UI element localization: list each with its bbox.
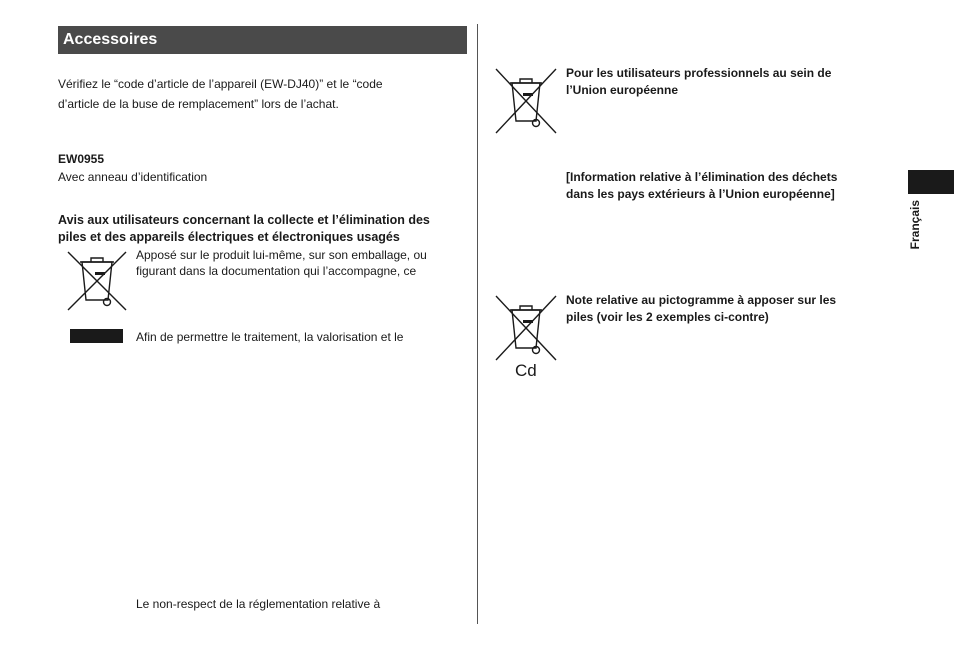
outside-eu-title-line-2: dans les pays extérieurs à l’Union européenne] — [566, 187, 835, 201]
intro-line-2: d’article de la buse de remplacement” lors de l’achat. — [58, 97, 339, 111]
crossed-out-bin-icon — [64, 248, 130, 314]
cd-label: Cd — [515, 361, 537, 380]
column-divider — [477, 24, 478, 624]
pro-users-title-line-1: Pour les utilisateurs professionnels au sein de — [566, 66, 832, 80]
notice-title-line-1: Avis aux utilisateurs concernant la collecte et l’élimination des — [58, 213, 430, 227]
black-marker-strip — [70, 329, 123, 343]
pro-users-title-line-2: l’Union européenne — [566, 83, 679, 97]
crossed-out-bin-icon — [494, 294, 558, 362]
outside-eu-title-line-1: [Information relative à l’élimination des déchets — [566, 170, 838, 184]
notice-text-line-1: Apposé sur le produit lui-même, sur son emballage, ou — [136, 248, 427, 262]
item-code: EW0955 — [58, 152, 105, 166]
section-title-accessoires: Accessoires — [58, 26, 467, 54]
notice-text-line-2: figurant dans la documentation qui l’accompagne, ce — [136, 264, 417, 278]
crossed-out-bin-icon — [494, 67, 558, 135]
language-tab — [908, 170, 954, 194]
treatment-text: Afin de permettre le traitement, la valorisation et le — [136, 330, 404, 344]
note-title-line-1: Note relative au pictogramme à apposer sur les — [566, 293, 837, 307]
language-label: Français — [908, 200, 922, 250]
intro-line-1: Vérifiez le “code d’article de l’appareil (EW-DJ40)” et le “code — [58, 77, 383, 91]
item-description: Avec anneau d’identification — [58, 170, 208, 184]
footer-text: Le non-respect de la réglementation relative à — [136, 597, 381, 611]
notice-title-line-2: piles et des appareils électriques et électroniques usagés — [58, 230, 400, 244]
note-title-line-2: piles (voir les 2 exemples ci-contre) — [566, 310, 769, 324]
